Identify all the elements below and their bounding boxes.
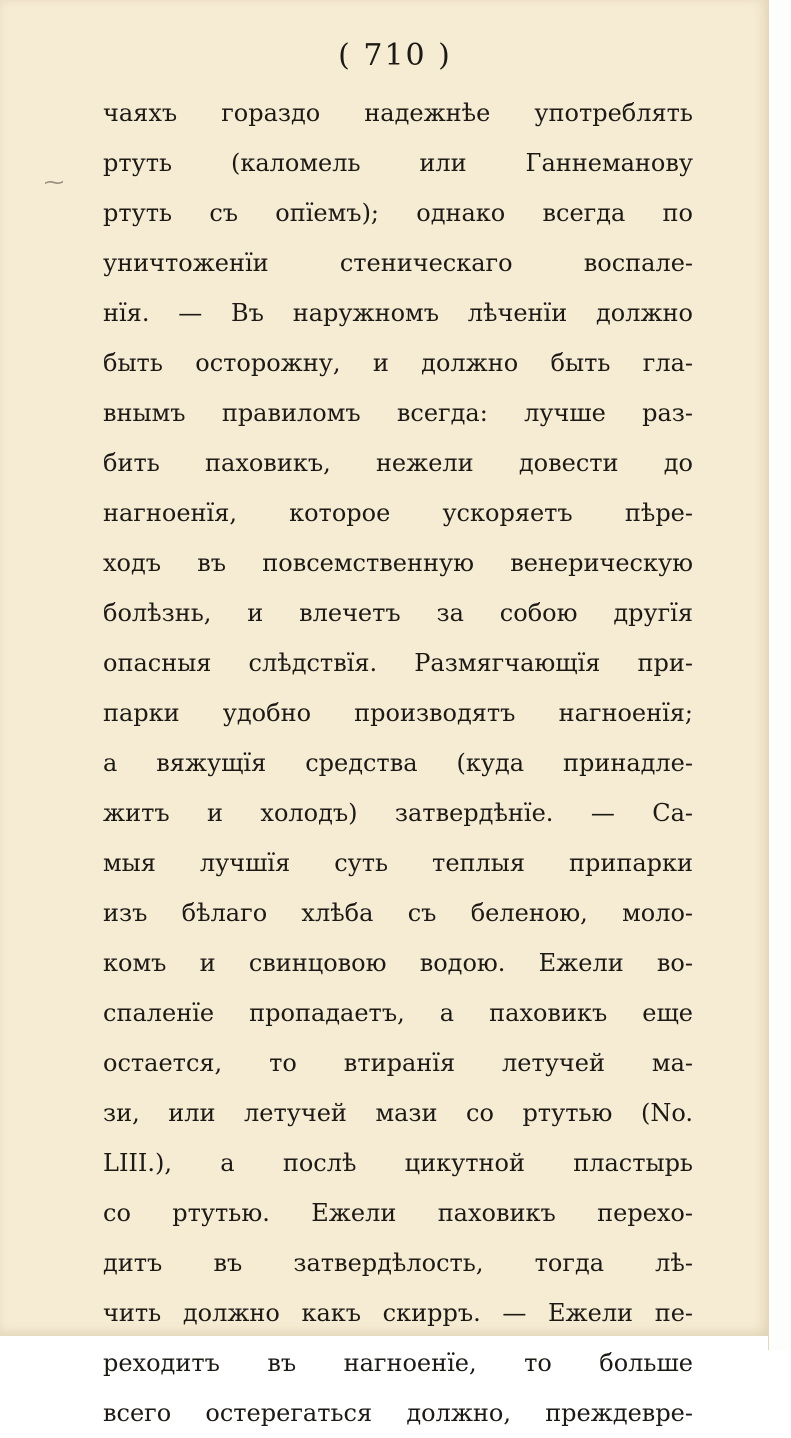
text-line: спаленїе пропадаетъ, а паховикъ еще [103, 999, 693, 1027]
text-line: нїя. — Въ наружномъ лѣченїи должно [103, 299, 693, 327]
text-line: остается, то втиранїя летучей ма- [103, 1049, 693, 1077]
text-line: всего остерегаться должно, преждевре- [103, 1399, 693, 1427]
text-line: зи, или летучей мази со ртутью (No. [103, 1099, 693, 1127]
text-line: ходъ въ повсемственную венерическую [103, 549, 693, 577]
text-line: чить должно какъ скирръ. — Ежели пе- [103, 1299, 693, 1327]
text-line: реходитъ въ нагноенїе, то больше [103, 1349, 693, 1377]
page-number: ( 710 ) [338, 38, 452, 73]
text-line: бить паховикъ, нежели довести до [103, 449, 693, 477]
text-line: ртуть съ опїемъ); однако всегда по [103, 199, 693, 227]
text-line: мыя лучшїя суть теплыя припарки [103, 849, 693, 877]
text-line: болѣзнь, и влечетъ за собою другїя [103, 599, 693, 627]
text-line: нагноенїя, которое ускоряетъ пѣре- [103, 499, 693, 527]
text-line: чаяхъ гораздо надежнѣе употреблять [103, 99, 693, 127]
text-line: ртуть (каломель или Ганнеманову [103, 149, 693, 177]
text-line: быть осторожну, и должно быть гла- [103, 349, 693, 377]
text-line: житъ и холодъ) затвердѣнїе. — Са- [103, 799, 693, 827]
text-line: комъ и свинцовою водою. Ежели во- [103, 949, 693, 977]
text-line: парки удобно производятъ нагноенїя; [103, 699, 693, 727]
text-line: со ртутью. Ежели паховикъ перехо- [103, 1199, 693, 1227]
text-line: LIII.), а послѣ цикутной пластырь [103, 1149, 693, 1177]
text-line: уничтоженїи стеническаго воспале- [103, 249, 693, 277]
page-edge [768, 0, 791, 1350]
text-line: внымъ правиломъ всегда: лучше раз- [103, 399, 693, 427]
body-text [103, 88, 693, 1438]
text-line: изъ бѣлаго хлѣба съ беленою, моло- [103, 899, 693, 927]
margin-mark-icon: ⁓ [44, 170, 64, 194]
text-line: опасныя слѣдствїя. Размягчающїя при- [103, 649, 693, 677]
text-line: дитъ въ затвердѣлость, тогда лѣ- [103, 1249, 693, 1277]
text-line: а вяжущїя средства (куда принадле- [103, 749, 693, 777]
